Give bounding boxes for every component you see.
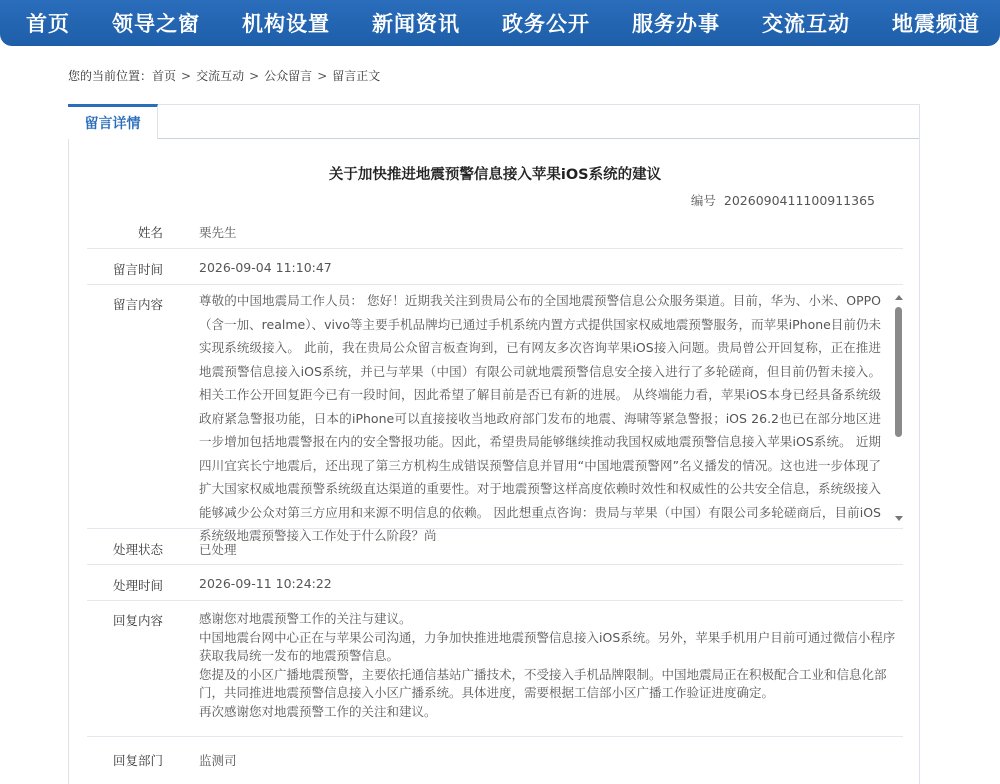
breadcrumb-separator: > — [181, 69, 192, 83]
nav-item-news[interactable]: 新闻资讯 — [372, 12, 460, 36]
department-label: 回复部门 — [112, 753, 163, 768]
status-label: 处理状态 — [112, 542, 163, 557]
message-number-label: 编号 — [690, 193, 716, 208]
message-content-scrollbar[interactable] — [893, 295, 905, 521]
message-time-value: 2026-09-04 11:10:47 — [199, 260, 332, 275]
scroll-up-icon[interactable] — [895, 295, 903, 300]
breadcrumb-separator: > — [249, 69, 260, 83]
nav-item-services[interactable]: 服务办事 — [632, 12, 720, 36]
nav-item-leadership[interactable]: 领导之窗 — [112, 12, 200, 36]
row-reply-content — [87, 601, 903, 737]
nav-item-government-affairs[interactable]: 政务公开 — [502, 12, 590, 36]
tab-message-detail[interactable]: 留言详情 — [68, 104, 158, 139]
message-content-scrollbox[interactable] — [199, 289, 905, 543]
breadcrumb-home[interactable]: 首页 — [152, 69, 177, 83]
reply-paragraph: 再次感谢您对地震预警工作的关注和建议。 — [199, 703, 437, 719]
name-label: 姓名 — [137, 225, 163, 240]
message-title: 关于加快推进地震预警信息接入苹果iOS系统的建议 — [328, 167, 662, 183]
top-nav — [0, 0, 1000, 46]
reply-paragraph: 您提及的小区广播地震预警，主要依托通信基站广播技术，不受接入手机品牌限制。中国地震局正在积极配合工业和信息化部门，共同推进地震预警信息接入小区广播系统。具体进度，需要根据工信部小区广播工作验证进度确定。 — [199, 666, 887, 700]
breadcrumb-interaction[interactable]: 交流互动 — [196, 69, 245, 83]
nav-item-organization[interactable]: 机构设置 — [242, 12, 330, 36]
row-department — [87, 737, 903, 777]
panel-header — [69, 105, 919, 139]
row-status — [87, 529, 903, 565]
name-value: 栗先生 — [199, 225, 237, 240]
nav-item-interaction[interactable]: 交流互动 — [762, 12, 850, 36]
reply-content-label: 回复内容 — [112, 613, 163, 628]
scrollbar-thumb[interactable] — [895, 307, 902, 437]
nav-item-home[interactable]: 首页 — [26, 12, 70, 36]
breadcrumb-separator: > — [317, 69, 328, 83]
breadcrumb-prefix: 您的当前位置： — [68, 69, 153, 83]
department-value: 监测司 — [199, 753, 237, 768]
breadcrumb-public-messages[interactable]: 公众留言 — [264, 69, 313, 83]
breadcrumb — [68, 67, 380, 84]
message-detail-panel — [68, 104, 920, 784]
row-message-time — [87, 249, 903, 285]
status-value: 已处理 — [199, 542, 237, 557]
reply-content-text — [199, 610, 899, 721]
handled-time-label: 处理时间 — [112, 578, 163, 593]
message-content-text: 尊敬的中国地震局工作人员： 您好！近期我关注到贵局公布的全国地震预警信息公众服务渠道。目前，华为、小米、OPPO（含一加、realme）、vivo等主要手机品牌均已通过手机系统内置方式提供国家权威地震预警服务，而苹果iPhone目前仍未实现系统级接入。 此前，我在贵局公众留言板查询到，已有网友多次咨询苹果iOS接入问题。贵局曾公开回复称，正在推进地震预警信息接入iOS系统，并已与苹果（中国）有限公司就地震预警信息安全接入进行了多轮磋商，但目前仍暂未接入。相关工作公开回复距今已有一段时间，因此希望了解目前是否已有新的进展。 从终端能力看，苹果iOS本身已经具备系统级政府紧急警报功能，日本的iPhone可以直接接收当地政府部门发布的地震、海啸等紧急警报；iOS 26.2也已在部分地区进一步增加包括地震警报在内的安全警报功能。因此，希望贵局能够继续推动我国权威地震预警信息接入苹果iOS系统。 近期四川宜宾长宁地震后，还出现了第三方机构生成错误预警信息并冒用“中国地震预警网”名义播发的情况。这也进一步体现了扩大国家权威地震预警系统级直达渠道的重要性。对于地震预警这样高度依赖时效性和权威性的公共安全信息，系统级接入能够减少公众对第三方应用和来源不明信息的依赖。 因此想重点咨询：贵局与苹果（中国）有限公司多轮磋商后，目前iOS系统级地震预警接入工作处于什么阶段？尚 — [199, 293, 881, 543]
row-name — [87, 213, 903, 249]
reply-paragraph: 感谢您对地震预警工作的关注与建议。 — [199, 611, 412, 626]
handled-time-value: 2026-09-11 10:24:22 — [199, 576, 332, 591]
message-number — [691, 191, 875, 209]
breadcrumb-current: 留言正文 — [332, 69, 381, 83]
reply-paragraph: 中国地震台网中心正在与苹果公司沟通，力争加快推进地震预警信息接入iOS系统。另外，苹果手机用户目前可通过微信小程序获取我局统一发布的地震预警信息。 — [199, 629, 896, 663]
message-time-label: 留言时间 — [112, 262, 163, 277]
scroll-down-icon[interactable] — [895, 516, 903, 521]
message-number-value: 2026090411100911365 — [723, 193, 875, 208]
message-content-label: 留言内容 — [112, 297, 163, 312]
row-handled-time — [87, 565, 903, 601]
row-message-content — [87, 285, 903, 543]
nav-item-earthquake-channel[interactable]: 地震频道 — [892, 12, 980, 36]
